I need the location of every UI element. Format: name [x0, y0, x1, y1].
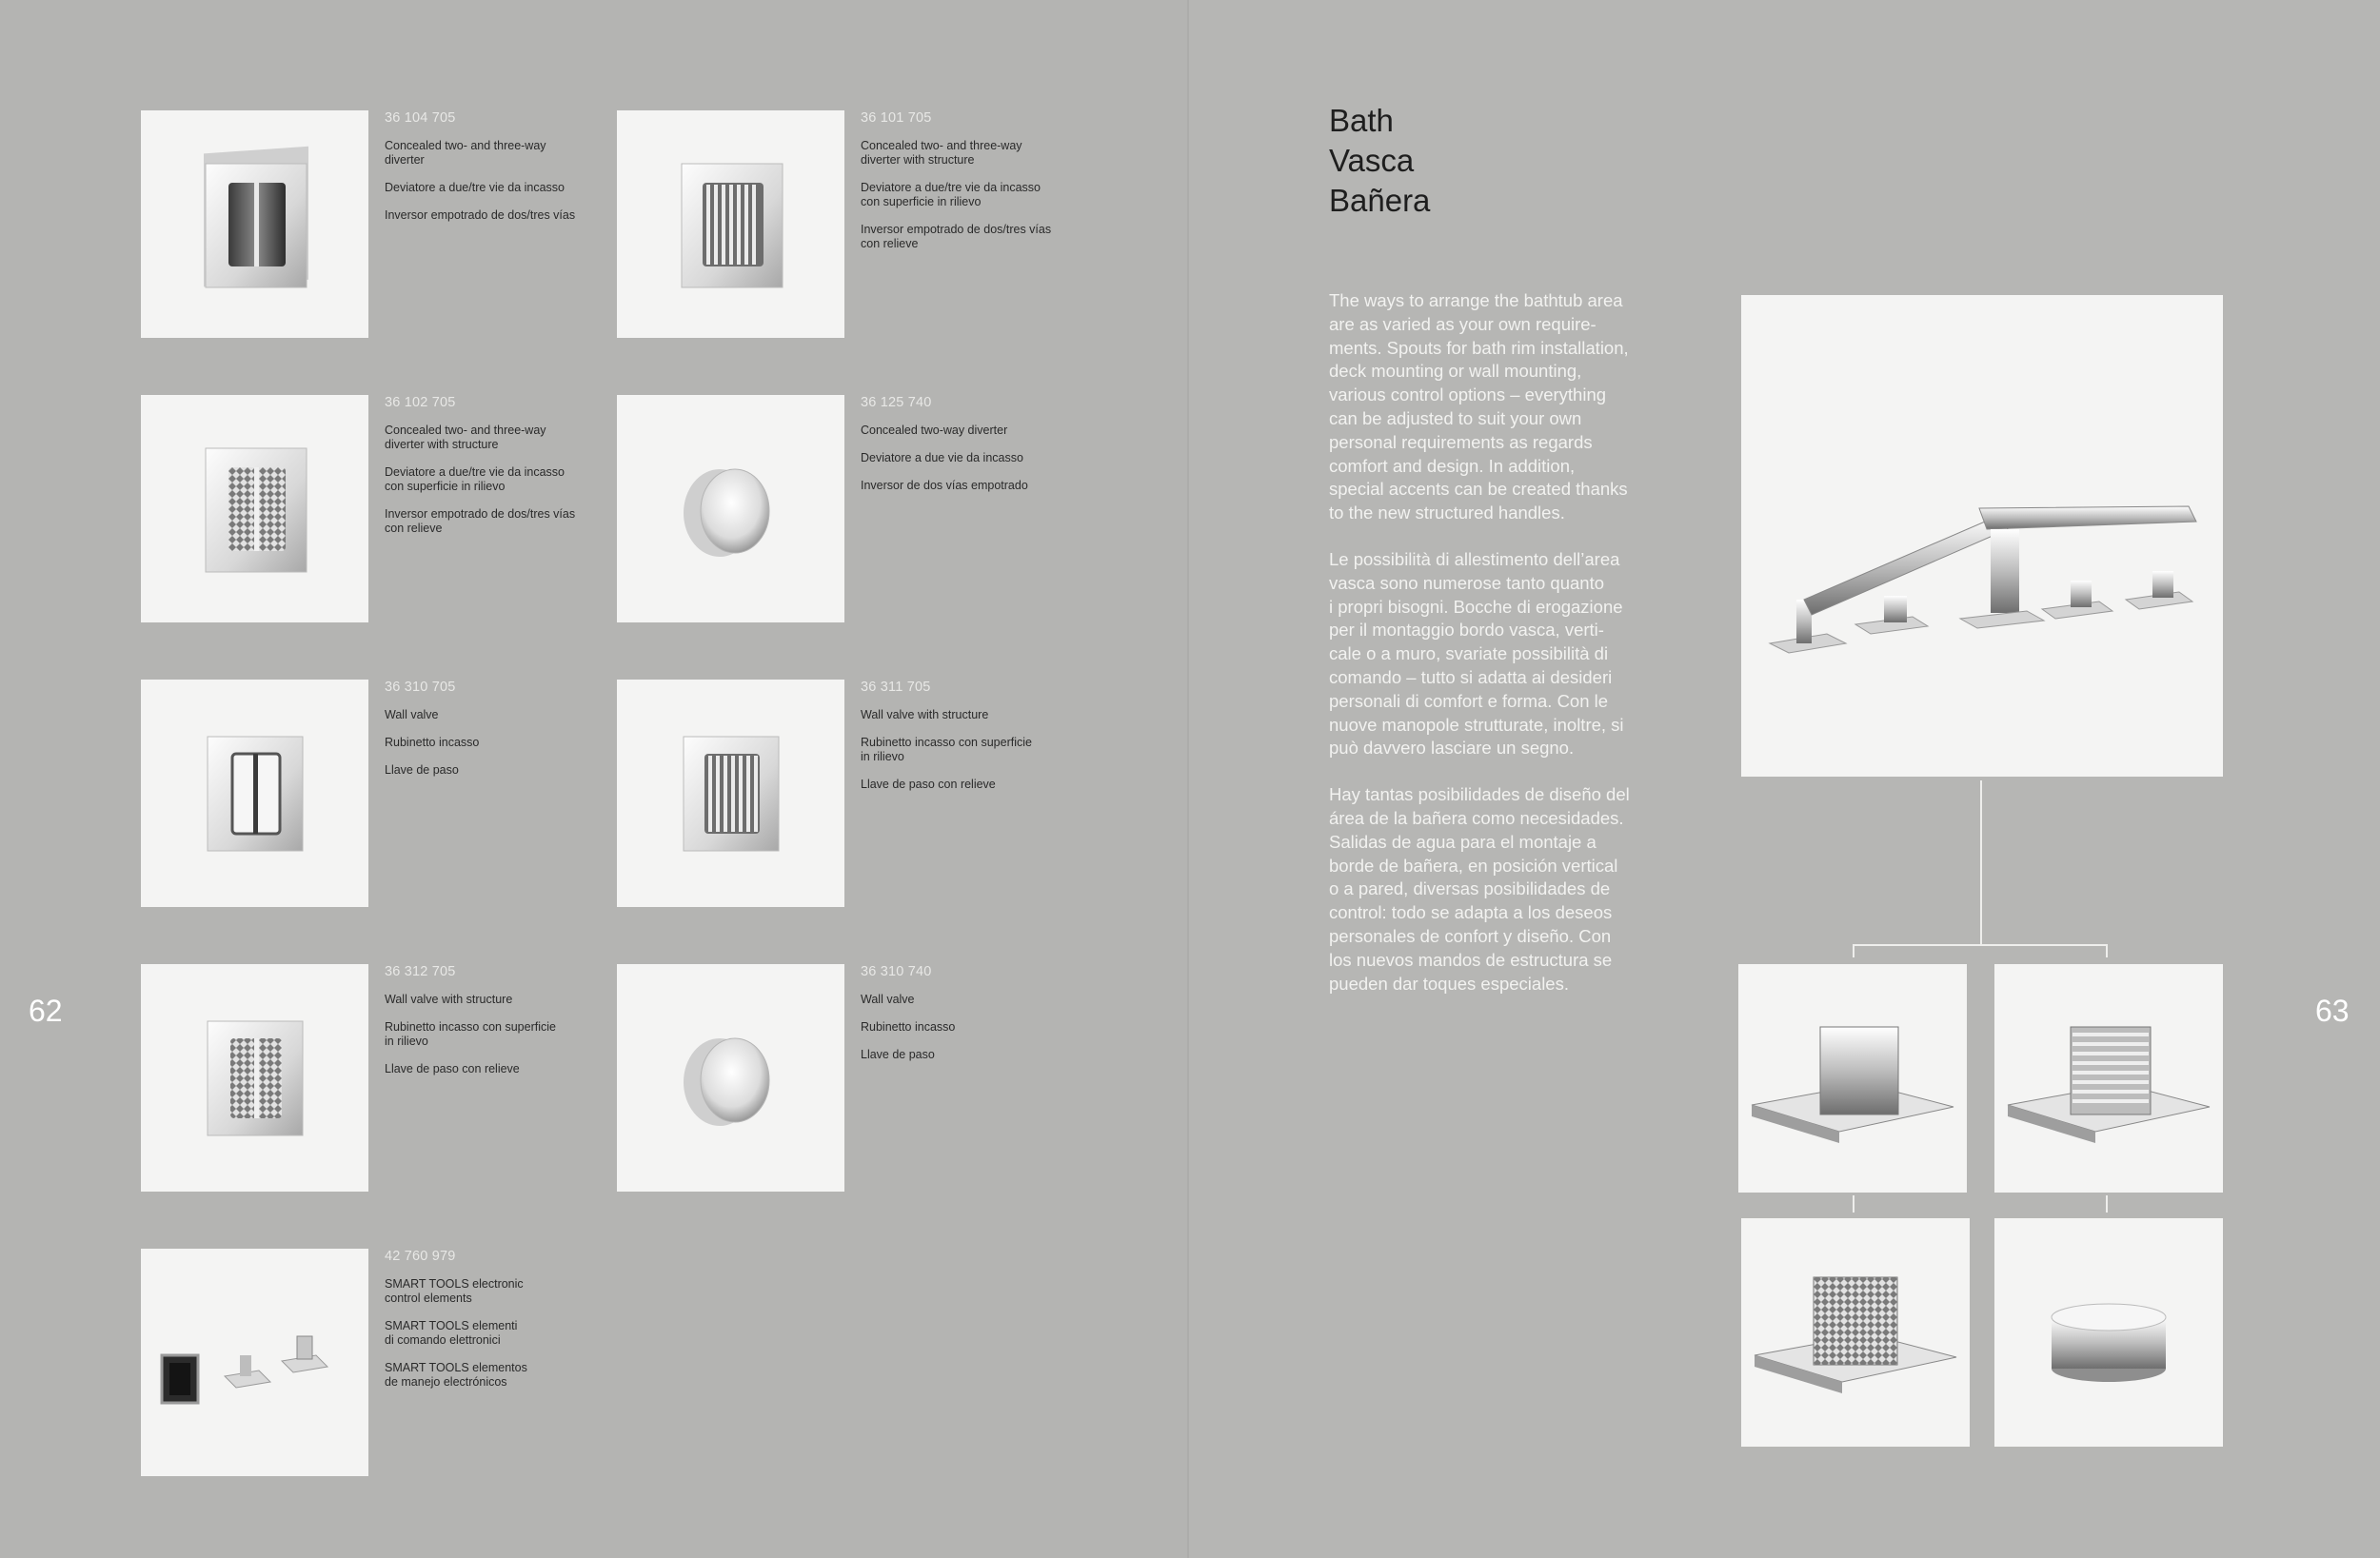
variant-round-knob	[1994, 1218, 2223, 1447]
section-title	[1329, 101, 1430, 221]
product-item[interactable]	[617, 110, 1074, 339]
product-code: 36 311 705	[861, 680, 931, 695]
product-code: 36 312 705	[385, 964, 456, 979]
product-desc-en: Concealed two- and three-way diverter with structure	[385, 424, 546, 451]
page-number-left: 62	[29, 994, 63, 1028]
connector-line	[1980, 780, 1982, 944]
product-code: 36 310 705	[385, 680, 456, 695]
product-desc-it: Deviatore a due/tre vie da incasso	[385, 181, 565, 194]
intro-paragraph-it: Le possibilità di allestimento dell’area vasca sono numerose tanto quanto i propri bisogni. Bocche di erogazione per il montaggio bordo vasca, verti- cale o a muro, svariate possibilità di comando – tutto si adatta ai desideri personali di comfort e forma. Con le nuove manopole strutturate, inoltre, si può davvero lasciare un segno.	[1329, 548, 1624, 759]
product-item[interactable]	[617, 964, 1074, 1193]
product-desc-it: Deviatore a due/tre vie da incasso con superficie in rilievo	[385, 465, 565, 493]
product-image	[141, 1249, 368, 1476]
product-desc-it: Rubinetto incasso	[861, 1020, 956, 1034]
product-code: 36 310 740	[861, 964, 932, 979]
title-en: Bath	[1329, 103, 1394, 138]
product-image	[141, 964, 368, 1192]
variant-smooth-lever	[1738, 964, 1967, 1193]
product-item[interactable]	[141, 964, 598, 1193]
product-desc-es: SMART TOOLS elementos de manejo electrónicos	[385, 1361, 527, 1389]
intro-paragraph-es: Hay tantas posibilidades de diseño del área de la bañera como necesidades. Salidas de agua para el montaje a borde de bañera, en posición vertical o a pared, diversas posibilidades de control: todo se adapta a los deseos personales de confort y diseño. Con los nuevos mandos de estructura se pueden dar toques especiales.	[1329, 784, 1630, 994]
product-code: 36 101 705	[861, 110, 932, 126]
product-item[interactable]	[617, 395, 1074, 623]
product-desc-es: Inversor de dos vías empotrado	[861, 479, 1028, 492]
product-desc-es: Inversor empotrado de dos/tres vías con relieve	[385, 507, 576, 535]
product-desc-es: Llave de paso	[385, 763, 459, 777]
product-desc-es: Inversor empotrado de dos/tres vías	[385, 208, 576, 222]
page-fold	[1187, 0, 1189, 1558]
connector-line	[1853, 944, 2108, 946]
product-desc-it: Deviatore a due vie da incasso	[861, 451, 1023, 464]
variant-diamond-lever	[1741, 1218, 1970, 1447]
product-desc-en: SMART TOOLS electronic control elements	[385, 1277, 524, 1305]
page-number-right: 63	[2315, 994, 2350, 1028]
product-desc-it: Rubinetto incasso con superficie in rilievo	[861, 736, 1032, 763]
product-desc-en: Concealed two- and three-way diverter with structure	[861, 139, 1022, 167]
product-item[interactable]	[141, 110, 598, 339]
product-image	[141, 680, 368, 907]
product-desc-en: Wall valve with structure	[861, 708, 989, 721]
bath-set-photo	[1741, 295, 2223, 777]
intro-paragraph-en: The ways to arrange the bathtub area are as varied as your own require- ments. Spouts for bath rim installation, deck mounting or wall mounting, various control options – everything can be adjusted to suit your own personal requirements as regards comfort and design. In addition, special accents can be created thanks to the new structured handles.	[1329, 290, 1629, 523]
variant-ribbed-lever	[1994, 964, 2223, 1193]
product-image	[141, 395, 368, 622]
product-item[interactable]	[141, 395, 598, 623]
product-desc-es: Llave de paso con relieve	[385, 1062, 520, 1075]
connector-line	[2106, 1195, 2108, 1213]
product-item[interactable]	[617, 680, 1074, 908]
product-desc-en: Wall valve with structure	[385, 993, 513, 1006]
product-desc-en: Wall valve	[861, 993, 915, 1006]
product-code: 42 760 979	[385, 1249, 456, 1264]
product-desc-it: SMART TOOLS elementi di comando elettronici	[385, 1319, 518, 1347]
product-image	[141, 110, 368, 338]
product-desc-it: Deviatore a due/tre vie da incasso con superficie in rilievo	[861, 181, 1041, 208]
product-image	[617, 110, 844, 338]
product-code: 36 125 740	[861, 395, 932, 410]
product-item[interactable]	[141, 680, 598, 908]
product-item[interactable]	[141, 1249, 598, 1477]
product-image	[617, 680, 844, 907]
product-desc-es: Inversor empotrado de dos/tres vías con relieve	[861, 223, 1052, 250]
title-es: Bañera	[1329, 183, 1431, 218]
product-desc-en: Wall valve	[385, 708, 439, 721]
product-desc-es: Llave de paso con relieve	[861, 778, 996, 791]
intro-text	[1329, 289, 1672, 1018]
product-desc-it: Rubinetto incasso con superficie in rilievo	[385, 1020, 556, 1048]
product-desc-en: Concealed two-way diverter	[861, 424, 1008, 437]
product-code: 36 104 705	[385, 110, 456, 126]
product-desc-it: Rubinetto incasso	[385, 736, 480, 749]
title-it: Vasca	[1329, 143, 1415, 178]
connector-line	[1853, 944, 1854, 957]
product-desc-en: Concealed two- and three-way diverter	[385, 139, 546, 167]
product-image	[617, 964, 844, 1192]
connector-line	[2106, 944, 2108, 957]
connector-line	[1853, 1195, 1854, 1213]
product-image	[617, 395, 844, 622]
product-desc-es: Llave de paso	[861, 1048, 935, 1061]
product-code: 36 102 705	[385, 395, 456, 410]
